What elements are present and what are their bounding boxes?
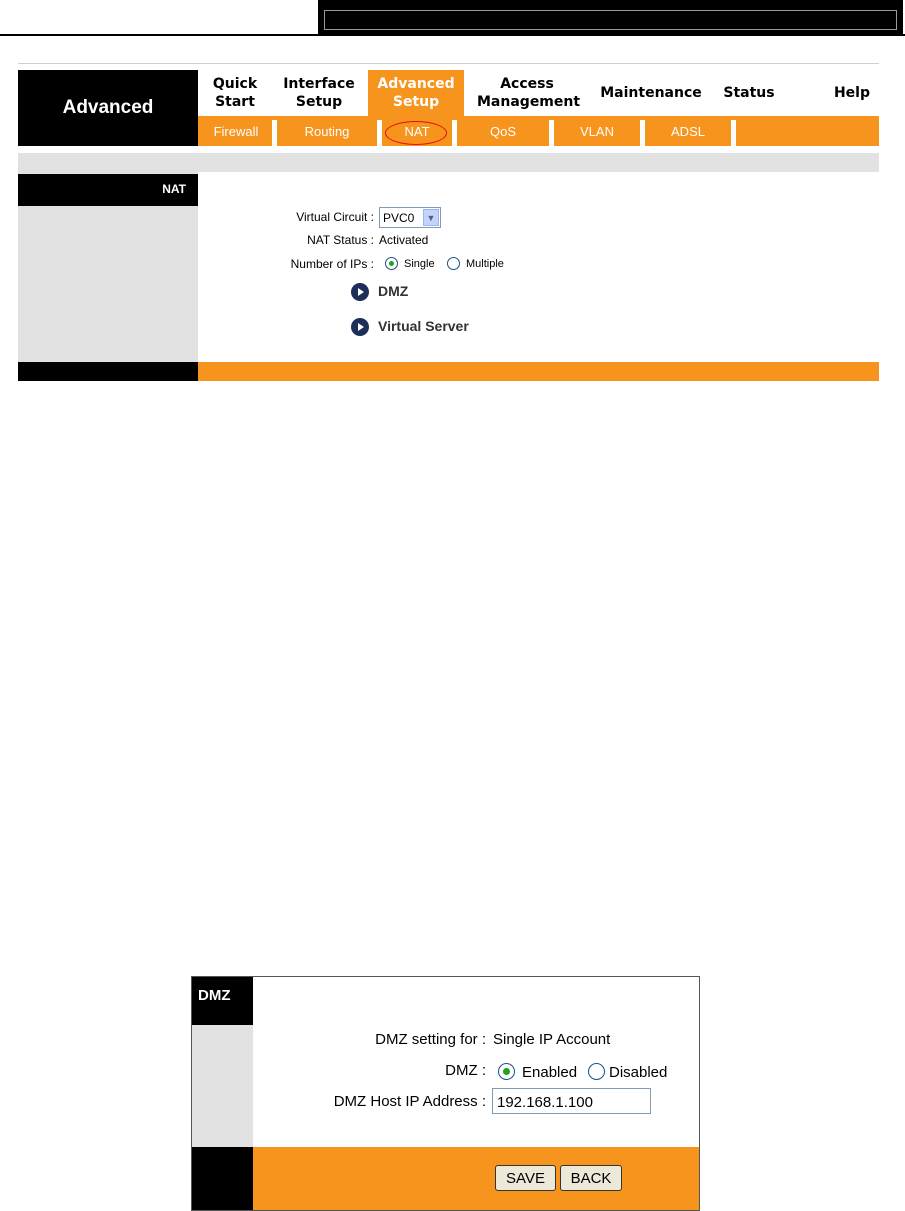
subnav-firewall[interactable]: Firewall bbox=[213, 123, 259, 139]
radio-multiple[interactable] bbox=[447, 257, 460, 270]
nav-label: Access Management bbox=[477, 76, 581, 110]
chevron-down-icon[interactable]: ▼ bbox=[423, 209, 439, 226]
radio-enabled[interactable] bbox=[498, 1063, 515, 1080]
back-button[interactable]: BACK bbox=[560, 1165, 622, 1191]
dmz-host-ip-input[interactable] bbox=[492, 1088, 651, 1114]
dmz-footer-left bbox=[192, 1147, 253, 1210]
nav-label: Maintenance bbox=[600, 85, 702, 101]
virtual-circuit-label: Virtual Circuit : bbox=[296, 210, 374, 224]
footer-bar bbox=[198, 362, 879, 381]
nav-advanced-setup[interactable] bbox=[368, 70, 464, 116]
arrow-bullet-icon bbox=[351, 318, 369, 336]
radio-single-label: Single bbox=[404, 258, 435, 270]
subnav-routing[interactable]: Routing bbox=[304, 123, 350, 139]
nat-highlight-circle bbox=[385, 121, 447, 145]
save-button[interactable]: SAVE bbox=[495, 1165, 556, 1191]
dmz-setting-for-value: Single IP Account bbox=[493, 1031, 611, 1048]
nav-status[interactable] bbox=[718, 70, 780, 116]
dmz-footer-bar bbox=[253, 1147, 699, 1210]
link-virtual-server[interactable]: Virtual Server bbox=[378, 318, 469, 334]
nat-status-value: Activated bbox=[379, 233, 429, 247]
dmz-host-ip-label: DMZ Host IP Address : bbox=[333, 1093, 486, 1110]
virtual-circuit-value: PVC0 bbox=[383, 210, 415, 225]
radio-multiple-label: Multiple bbox=[466, 258, 504, 270]
nav-interface-setup[interactable] bbox=[276, 70, 362, 116]
top-divider bbox=[18, 63, 879, 64]
radio-enabled-label: Enabled bbox=[522, 1064, 578, 1081]
subnav-adsl[interactable]: ADSL bbox=[671, 123, 705, 139]
radio-single[interactable] bbox=[385, 257, 398, 270]
nav-quick-start[interactable] bbox=[200, 70, 270, 116]
virtual-circuit-select[interactable] bbox=[379, 207, 441, 228]
subnav-vlan[interactable]: VLAN bbox=[580, 123, 614, 139]
nav-maintenance[interactable] bbox=[596, 70, 706, 116]
footer-left bbox=[18, 362, 198, 381]
nav-help[interactable] bbox=[826, 70, 878, 116]
nav-label: Interface Setup bbox=[283, 76, 355, 110]
link-dmz[interactable]: DMZ bbox=[378, 283, 409, 299]
section-label-nat: NAT bbox=[18, 174, 198, 206]
number-of-ips-label: Number of IPs : bbox=[290, 257, 374, 271]
arrow-bullet-icon bbox=[351, 283, 369, 301]
brand-title: Advanced bbox=[18, 70, 198, 146]
nav-label: Advanced Setup bbox=[377, 76, 455, 110]
document-header-frame bbox=[324, 10, 897, 30]
nav-label: Help bbox=[833, 85, 871, 101]
dmz-setting-for-label: DMZ setting for : bbox=[375, 1031, 486, 1048]
subnav-separator bbox=[731, 120, 736, 146]
section-label-dmz: DMZ bbox=[192, 977, 253, 1025]
dmz-label: DMZ : bbox=[445, 1062, 486, 1079]
radio-disabled[interactable] bbox=[588, 1063, 605, 1080]
subnav-nat[interactable]: NAT bbox=[404, 123, 430, 139]
document-header-rule bbox=[0, 34, 905, 36]
content-top-bar bbox=[18, 153, 879, 172]
nat-status-label: NAT Status : bbox=[307, 233, 374, 247]
radio-disabled-label: Disabled bbox=[609, 1064, 668, 1081]
subnav-qos[interactable]: QoS bbox=[489, 123, 516, 139]
nav-label: Quick Start bbox=[212, 76, 258, 110]
nav-access-management[interactable] bbox=[470, 70, 584, 116]
nav-label: Status bbox=[723, 85, 775, 101]
